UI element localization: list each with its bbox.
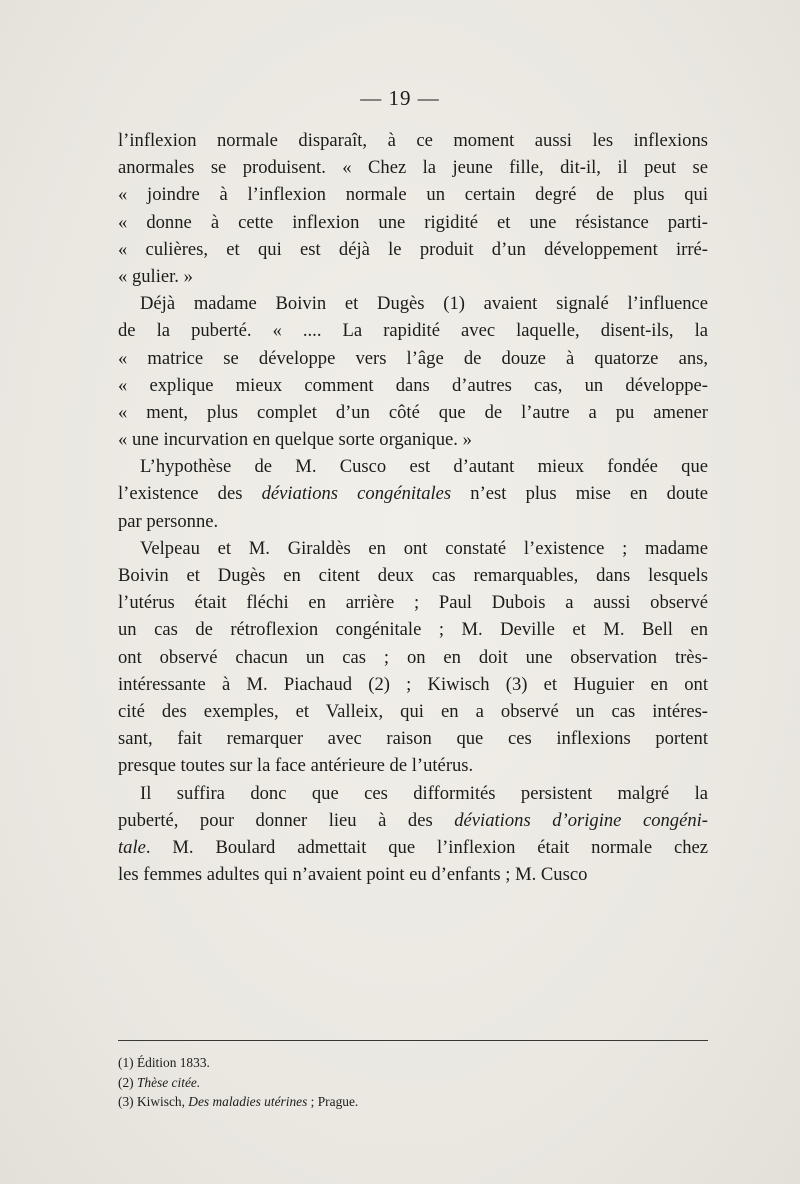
text-line: l’utérus était fléchi en arrière ; Paul Dubois a aussi observé [118,592,708,614]
footnote-separator [118,1040,708,1041]
text-line: anormales se produisent. « Chez la jeune fille, dit-il, il peut se [118,157,708,179]
text-line: de la puberté. « .... La rapidité avec laquelle, disent-ils, la [118,320,708,342]
text-line: Il suffira donc que ces difformités persistent malgré la [140,782,708,804]
text-line: sant, fait remarquer avec raison que ces inflexions portent [118,728,708,750]
text-line: les femmes adultes qui n’avaient point eu d’enfants ; M. Cusco [118,864,588,886]
text-line: « une incurvation en quelque sorte organique. » [118,429,472,451]
text-line: « joindre à l’inflexion normale un certain degré de plus qui [118,184,708,206]
text-line: un cas de rétroflexion congénitale ; M. Deville et M. Bell en [118,619,708,641]
text-line: intéressante à M. Piachaud (2) ; Kiwisch (3) et Huguier en ont [118,673,708,695]
text-line: L’hypothèse de M. Cusco est d’autant mieux fondée que [140,456,708,478]
text-line: Velpeau et M. Giraldès en ont constaté l’existence ; madame [140,537,708,559]
text-line: par personne. [118,510,219,532]
text-line: l’existence des déviations congénitales n’est plus mise en doute [118,483,708,505]
text-line: ont observé chacun un cas ; on en doit une observation très- [118,646,708,668]
footnote: (1) Édition 1833. [118,1055,210,1070]
text-line: Déjà madame Boivin et Dugès (1) avaient signalé l’influence [140,293,708,315]
page-number: — 19 — [360,86,440,110]
text-line: cité des exemples, et Valleix, qui en a observé un cas intéres- [118,700,708,722]
footnote: (2) Thèse citée. [118,1074,201,1090]
footnotes [118,1053,708,1112]
footnote: (3) Kiwisch, Des maladies utérines ; Prague. [118,1094,359,1109]
text-line: l’inflexion normale disparaît, à ce moment aussi les inflexions [118,130,708,151]
text-line: « explique mieux comment dans d’autres cas, un développe- [118,374,708,396]
body-text [118,127,708,888]
text-line: « gulier. » [118,265,193,287]
text-line: puberté, pour donner lieu à des déviations d’origine congéni- [118,809,708,831]
text-line: « donne à cette inflexion une rigidité et une résistance parti- [118,211,708,233]
text-line: « matrice se développe vers l’âge de douze à quatorze ans, [118,347,708,369]
text-line: tale. M. Boulard admettait que l’inflexion était normale chez [118,836,708,858]
text-line: « ment, plus complet d’un côté que de l’autre a pu amener [118,401,708,423]
text-line: « culières, et qui est déjà le produit d’un développement irré- [118,238,708,260]
text-line: presque toutes sur la face antérieure de l’utérus. [118,755,474,777]
text-line: Boivin et Dugès en citent deux cas remarquables, dans lesquels [118,565,708,586]
